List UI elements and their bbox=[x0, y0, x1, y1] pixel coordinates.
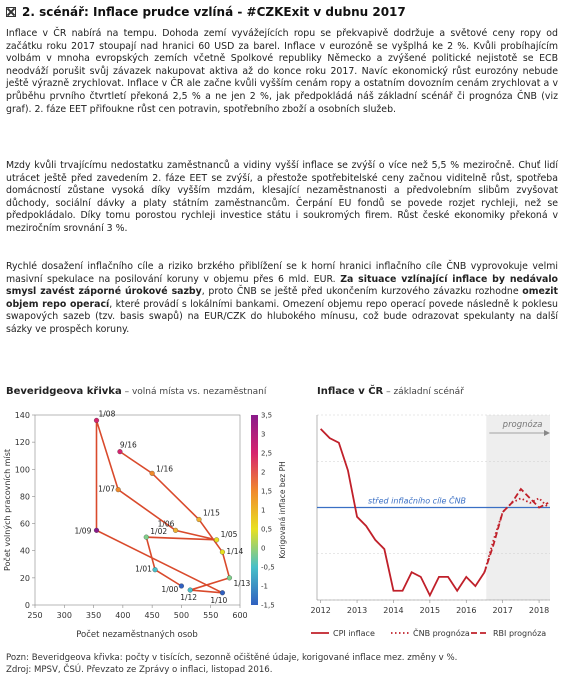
beveridge-annotation: 1/05 bbox=[220, 529, 238, 539]
beveridge-chart bbox=[0, 400, 300, 650]
p3-part-c: , proto ČNB se ještě před ukončením kurzového závazku rozhodne bbox=[201, 286, 523, 298]
chart-right-title bbox=[317, 386, 464, 397]
footer-source: Zdroj: MPSV, ČSÚ. Převzato ze Zprávy o inflaci, listopad 2016. bbox=[6, 664, 273, 675]
paragraph-2: Mzdy kvůli trvajícímu nedostatku zaměstnanců a vidiny vyšší inflace se zvýší o více než 5,5 % meziročně. Chuť lidí utrácet ještě před zavedením 2. fáze EET se zvýší, a přestože spotřebitelské ceny začnou viditelně růst, spotřeba domácností zůstane vysoká díky vyšším mzdám, klesající nezaměstnanosti a předvolebním slibům zvyšovat důchody, sociální dávky a platy státním zaměstnancům. Čerpání EU fondů se povede rozjet rychleji, než se předpokládalo. Díky tomu porostou rychleji investice státu i soukromých firem. Růst české ekonomiky překoná v meziročním srovnání 3 %. bbox=[6, 160, 558, 234]
beveridge-point bbox=[220, 550, 225, 555]
left-ytick-label: 40 bbox=[19, 546, 30, 556]
left-xtick-label: 250 bbox=[27, 611, 43, 620]
beveridge-point bbox=[214, 537, 219, 542]
p3-part-e: , které provádí s lokálními bankami. Omezení objemu repo operací povede následně k poklesu swapových sazeb (tzv. basis swapů) na EUR/CZK do hlubokého mínusu, což bude odrazovat spekulanty na další sázky ve prospěch koruny. bbox=[6, 298, 559, 335]
colorbar-tick-label: 2 bbox=[261, 468, 266, 477]
beveridge-annotation: 1/13 bbox=[233, 578, 251, 588]
left-ytick-label: 20 bbox=[19, 573, 30, 583]
left-xtick-label: 400 bbox=[115, 611, 131, 620]
left-ylabel: Počet volných pracovních míst bbox=[3, 448, 12, 572]
beveridge-point bbox=[144, 535, 149, 540]
p3-part-a: Rychlé dosažení inflačního cíle a riziko brzkého přiblížení se k horní hranici inflačního cíle ČNB vyprovokuje velmi masivní spekulace na posilování koruny v objemu přes 6 mld. EUR. bbox=[6, 261, 558, 285]
paragraph-3 bbox=[6, 261, 558, 337]
left-xtick-label: 550 bbox=[203, 611, 219, 620]
colorbar-tick-label: -1,5 bbox=[261, 601, 275, 610]
beveridge-annotation: 1/15 bbox=[203, 508, 220, 518]
beveridge-annotation: 1/01 bbox=[135, 564, 152, 574]
target-annotation: střed inflačního cíle ČNB bbox=[367, 496, 467, 506]
chart-right-title-main: Inflace v ČR bbox=[317, 386, 384, 397]
right-xtick-label: 2016 bbox=[456, 606, 477, 615]
beveridge-point bbox=[227, 575, 232, 580]
beveridge-point bbox=[94, 418, 99, 423]
beveridge-annotation: 1/12 bbox=[180, 593, 198, 603]
right-xtick-label: 2014 bbox=[383, 606, 404, 615]
chart-left-subtitle: – volná místa vs. nezaměstnaní bbox=[121, 387, 267, 397]
cpi-line bbox=[321, 429, 485, 596]
section-heading: 2. scénář: Inflace prudce vzlíná - #CZKExit v dubnu 2017 bbox=[22, 5, 406, 19]
chart-left-title-main: Beveridgeova křivka bbox=[6, 386, 122, 397]
left-ytick-label: 60 bbox=[19, 519, 30, 529]
paragraph-1: Inflace v ČR nabírá na tempu. Dohoda zemí vyvážejících ropu se překvapivě dodržuje a světové ceny ropy od začátku roku 2017 stoupají nad hranici 60 USD za barel. Inflace v eurozóně se vyšplhá ke 2 %. Kvůli probíhajícím volbám v mnoha evropských zemích včetně Spolkové republiky Německo a zvýšené politické nejistotě se ECB neodváží porušit svůj závazek nakupovat aktiva až do konce roku 2017. Navíc ekonomický růst eurozóny nebude ještě výrazně zrychlovat. Inflace v ČR ale začne kvůli vyšším cenám ropy a ostatním dovozním cenám zrychlovat a v průběhu prvního čtvrtletí překoná 2,5 % a ne jen 2 %, jak předpokládá náš základní scénář či prognóza ČNB (viz graf). 2. fáze EET přifoukne růst cen potravin, spotřebního zboží a osobních služeb. bbox=[6, 28, 558, 115]
left-xtick-label: 450 bbox=[144, 611, 160, 620]
colorbar-tick-label: 0 bbox=[261, 544, 266, 553]
p3-bold-b: Za situace vzlínající inflace by nedávalo smysl zavést záporné úrokové sazby bbox=[6, 273, 558, 298]
beveridge-point bbox=[197, 517, 202, 522]
left-ytick-label: 0 bbox=[24, 601, 30, 610]
right-xtick-label: 2013 bbox=[346, 606, 368, 615]
legend-label: CPI inflace bbox=[333, 629, 375, 638]
p3-bold-d: omezit objem repo operací bbox=[6, 286, 559, 310]
left-xlabel: Počet nezaměstnaných osob bbox=[76, 630, 198, 640]
forecast-annotation: prognóza bbox=[502, 420, 543, 430]
beveridge-point bbox=[94, 528, 99, 533]
beveridge-annotation: 1/16 bbox=[156, 464, 173, 474]
right-xtick-label: 2015 bbox=[419, 606, 441, 615]
beveridge-annotation: 1/00 bbox=[161, 585, 179, 594]
footer-note: Pozn: Beveridgeova křivka: počty v tisících, sezonně očištěné údaje, korigované inflace mez. změny v %. bbox=[6, 653, 458, 663]
left-ytick-label: 80 bbox=[19, 492, 30, 502]
colorbar-tick-label: 1 bbox=[261, 506, 266, 515]
beveridge-point bbox=[118, 449, 123, 454]
left-ytick-label: 100 bbox=[14, 465, 30, 475]
beveridge-annotation: 1/06 bbox=[157, 519, 175, 529]
beveridge-point bbox=[153, 567, 158, 572]
colorbar-tick-label: 0,5 bbox=[261, 525, 273, 534]
colorbar-tick-label: 1,5 bbox=[261, 487, 273, 496]
beveridge-annotation: 1/07 bbox=[98, 484, 116, 494]
beveridge-annotation: 1/02 bbox=[150, 527, 168, 537]
colorbar-tick-label: -0,5 bbox=[261, 563, 275, 572]
chart-left-title bbox=[6, 386, 266, 397]
left-xtick-label: 350 bbox=[85, 611, 102, 620]
left-ytick-label: 120 bbox=[14, 438, 30, 448]
colorbar-tick-label: -1 bbox=[261, 582, 268, 591]
colorbar-tick-label: 3,5 bbox=[261, 411, 273, 420]
right-xtick-label: 2017 bbox=[492, 606, 513, 615]
beveridge-point bbox=[116, 487, 121, 492]
beveridge-annotation: 1/08 bbox=[98, 409, 116, 419]
left-ytick-label: 140 bbox=[14, 411, 30, 420]
colorbar-tick-label: 3 bbox=[261, 430, 266, 439]
right-xtick-label: 2012 bbox=[310, 606, 331, 615]
beveridge-point bbox=[220, 590, 225, 595]
chart-right-subtitle: – základní scénář bbox=[383, 387, 464, 397]
left-xtick-label: 600 bbox=[232, 611, 248, 620]
checkbox-icon bbox=[6, 7, 16, 17]
legend-label: ČNB prognóza bbox=[413, 629, 470, 638]
beveridge-point bbox=[188, 588, 193, 593]
beveridge-point bbox=[173, 528, 178, 533]
section-title bbox=[6, 4, 556, 20]
colorbar-tick-label: 2,5 bbox=[261, 449, 273, 458]
colorbar bbox=[251, 415, 258, 605]
beveridge-annotation: 1/09 bbox=[74, 526, 92, 536]
footer bbox=[6, 653, 457, 676]
beveridge-annotation: 1/10 bbox=[210, 595, 228, 605]
left-xtick-label: 300 bbox=[56, 611, 72, 620]
inflation-chart bbox=[305, 400, 557, 650]
beveridge-annotation: 9/16 bbox=[119, 440, 137, 450]
beveridge-point bbox=[179, 584, 184, 589]
beveridge-annotation: 1/14 bbox=[226, 547, 244, 557]
right-xtick-label: 2018 bbox=[528, 606, 550, 615]
left-xtick-label: 500 bbox=[173, 611, 190, 620]
colorbar-label: Korigovaná inflace bez PH bbox=[278, 461, 287, 559]
legend-label: RBI prognóza bbox=[493, 629, 547, 638]
beveridge-point bbox=[150, 471, 155, 476]
